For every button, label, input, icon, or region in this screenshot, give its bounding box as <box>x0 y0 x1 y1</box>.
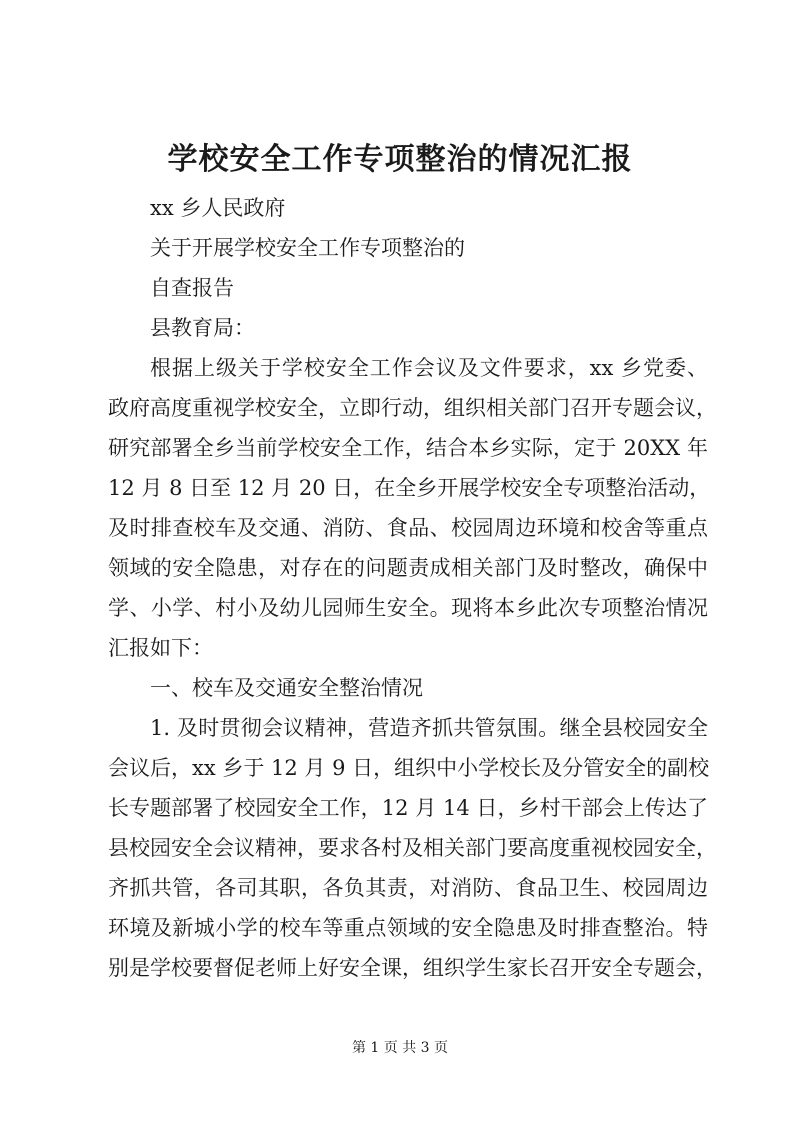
text-line: 齐抓共管，各司其职，各负其责，对消防、食品卫生、校园周边 <box>108 876 708 900</box>
text-line: 长专题部署了校园安全工作，12 月 14 日，乡村干部会上传达了 <box>108 796 708 820</box>
text-line: 政府高度重视学校安全，立即行动，组织相关部门召开专题会议， <box>108 396 717 420</box>
text-line: 县校园安全会议精神，要求各村及相关部门要高度重视校园安全， <box>108 836 717 860</box>
text-line: 学、小学、村小及幼儿园师生安全。现将本乡此次专项整治情况 <box>108 596 708 620</box>
section-heading: 一、校车及交通安全整治情况 <box>150 676 423 700</box>
text-line: 12 月 8 日至 12 月 20 日，在全乡开展学校安全专项整治活动， <box>108 476 711 500</box>
page-footer: 第 1 页 共 3 页 <box>351 1040 449 1056</box>
text-line: 别是学校要督促老师上好安全课，组织学生家长召开安全专题会， <box>108 956 717 980</box>
text-line: 汇报如下： <box>108 636 213 660</box>
text-line: xx 乡人民政府 <box>150 196 286 220</box>
text-line: 关于开展学校安全工作专项整治的 <box>150 236 465 260</box>
text-line: 县教育局： <box>150 316 255 340</box>
document-title: 学校安全工作专项整治的情况汇报 <box>167 142 633 177</box>
text-line: 领域的安全隐患，对存在的问题责成相关部门及时整改，确保中 <box>108 556 708 580</box>
text-line: 根据上级关于学校安全工作会议及文件要求，xx 乡党委、 <box>150 356 708 380</box>
document-body <box>108 188 717 988</box>
text-line: 及时排查校车及交通、消防、食品、校园周边环境和校舍等重点 <box>108 516 708 540</box>
text-line: 会议后，xx 乡于 12 月 9 日，组织中小学校长及分管安全的副校 <box>108 756 710 780</box>
text-line: 研究部署全乡当前学校安全工作，结合本乡实际，定于 20XX 年 <box>108 436 708 460</box>
text-line: 环境及新城小学的校车等重点领域的安全隐患及时排查整治。特 <box>108 916 708 940</box>
text-line: 自查报告 <box>150 276 234 300</box>
text-line: 1. 及时贯彻会议精神，营造齐抓共管氛围。继全县校园安全 <box>150 716 708 740</box>
